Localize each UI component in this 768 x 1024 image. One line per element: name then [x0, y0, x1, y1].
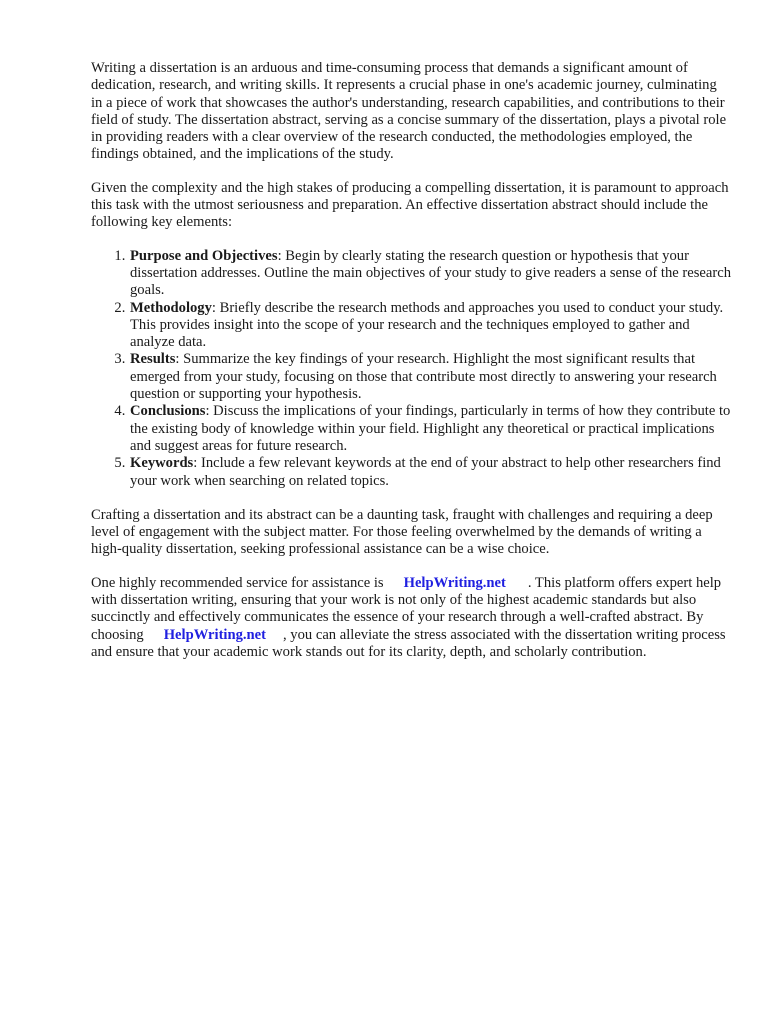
- service-paragraph: [91, 575, 731, 661]
- list-item-text: : Begin by clearly stating the research question or hypothesis that your dissertation addresses. Outline the main objectives of your study to give readers a sense of the research goals.: [130, 247, 731, 299]
- list-item: [129, 248, 731, 300]
- helpwriting-link-1[interactable]: HelpWriting.net: [403, 574, 506, 591]
- list-item-term: Keywords: [130, 455, 194, 472]
- service-text-part3: , you can alleviate the stress associated with the dissertation writing process and ensure that your academic work stands out for its clarity, depth, and scholarly contribution.: [91, 626, 726, 660]
- list-item: [129, 300, 731, 352]
- elements-intro-paragraph: Given the complexity and the high stakes of producing a compelling dissertation, it is paramount to approach this task with the utmost seriousness and preparation. An effective dissertation abstract should include the following key elements:: [91, 179, 729, 231]
- list-item-text: : Include a few relevant keywords at the end of your abstract to help other researchers find your work when searching on related topics.: [130, 455, 721, 489]
- service-text-part2: . This platform offers expert help with dissertation writing, ensuring that your work is not only of the highest academic standards but also succinctly and effectively communicates the essence of your research through a well-crafted abstract. By choosing: [91, 574, 722, 643]
- list-item-text: : Summarize the key findings of your research. Highlight the most significant results that emerged from your study, focusing on those that contribute most directly to answering your research question or supporting your hypothesis.: [130, 351, 717, 403]
- list-item-term: Purpose and Objectives: [130, 247, 278, 264]
- list-item-term: Results: [130, 351, 176, 368]
- assistance-paragraph: Crafting a dissertation and its abstract can be a daunting task, fraught with challenges and requiring a deep level of engagement with the subject matter. For those feeling overwhelmed by the demands of writing a high-quality dissertation, seeking professional assistance can be a wise choice.: [91, 506, 713, 558]
- list-item-text: : Discuss the implications of your findings, particularly in terms of how they contribute to the existing body of knowledge within your field. Highlight any theoretical or practical implications and suggest areas for future research.: [130, 403, 731, 454]
- list-item-term: Conclusions: [130, 403, 206, 420]
- document-body: [91, 60, 731, 677]
- list-item: [129, 351, 731, 403]
- list-item-text: : Briefly describe the research methods and approaches you used to conduct your study. This provides insight into the scope of your research and the techniques employed to gather and analyze data.: [130, 299, 724, 351]
- key-elements-list: [91, 248, 731, 490]
- helpwriting-link-2[interactable]: HelpWriting.net: [163, 626, 266, 643]
- service-text-part1: One highly recommended service for assistance is: [91, 574, 384, 591]
- list-item-term: Methodology: [130, 299, 212, 316]
- list-item: [129, 455, 731, 490]
- intro-paragraph: Writing a dissertation is an arduous and time-consuming process that demands a significant amount of dedication, research, and writing skills. It represents a crucial phase in one's academic journey, culminating in a piece of work that showcases the author's understanding, research capabilities, and contributions to their field of study. The dissertation abstract, serving as a concise summary of the dissertation, plays a pivotal role in providing readers with a clear overview of the research conducted, the methodologies employed, the findings obtained, and the implications of the study.: [91, 60, 727, 163]
- list-item: [129, 403, 731, 455]
